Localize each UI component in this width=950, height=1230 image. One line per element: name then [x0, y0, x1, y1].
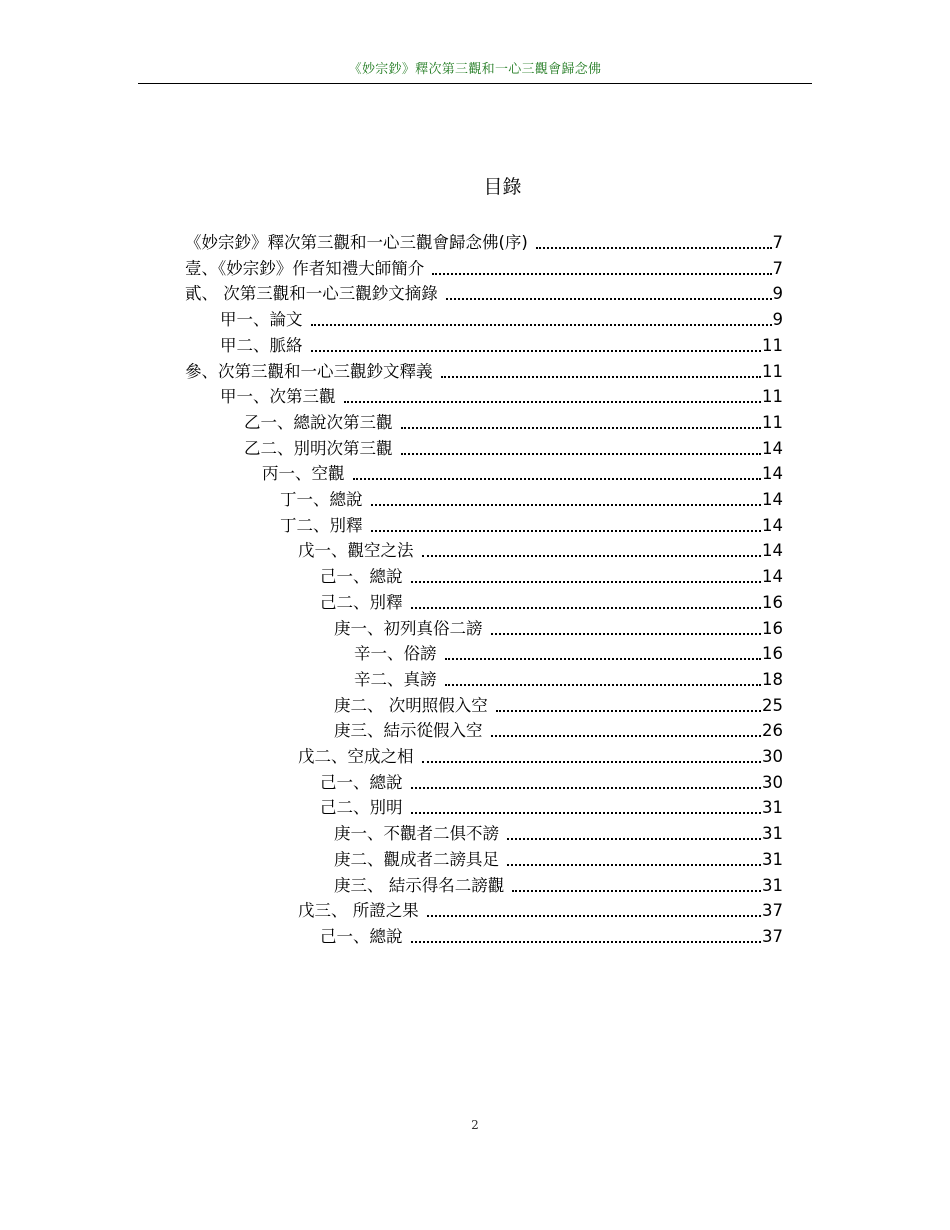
toc-entry-label: 丁一、總說 [280, 490, 363, 509]
toc-entry-label: 己一、總說 [320, 567, 403, 586]
toc-entry-label: 甲二、脈絡 [220, 336, 303, 355]
dot-leader [411, 607, 762, 609]
toc-entry-label: 參、次第三觀和一心三觀鈔文釋義 [185, 362, 433, 381]
page-number: 2 [471, 1118, 479, 1132]
toc-entry[interactable] [220, 331, 783, 357]
toc-entry-label: 貳、 次第三觀和一心三觀鈔文摘錄 [185, 284, 438, 303]
toc-entry[interactable] [334, 871, 783, 897]
toc-entry[interactable] [334, 716, 783, 742]
dot-leader [491, 735, 762, 737]
toc-entry-label: 庚二、觀成者二謗具足 [334, 850, 499, 869]
toc-entry-label: 《妙宗鈔》釋次第三觀和一心三觀會歸念佛(序) [185, 233, 528, 252]
dot-leader [422, 761, 762, 763]
toc-entry-label: 乙一、總說次第三觀 [244, 413, 393, 432]
dot-leader [445, 684, 762, 686]
toc-entry[interactable] [298, 536, 783, 562]
toc-entry[interactable] [244, 408, 783, 434]
toc-entry-page: 37 [762, 927, 783, 946]
dot-leader [507, 838, 761, 840]
dot-leader [371, 530, 762, 532]
toc-entry-label: 己一、總說 [320, 927, 403, 946]
toc-entry[interactable] [320, 793, 783, 819]
toc-entry-page: 14 [762, 464, 783, 483]
toc-entry-page: 18 [762, 670, 783, 689]
toc-entry-page: 14 [762, 567, 783, 586]
toc-entry-page: 31 [762, 850, 783, 869]
dot-leader [496, 710, 761, 712]
dot-leader [371, 504, 762, 506]
toc-entry-label: 戊一、觀空之法 [298, 541, 414, 560]
dot-leader [411, 581, 762, 583]
toc-entry[interactable] [320, 588, 783, 614]
toc-entry-page: 16 [762, 593, 783, 612]
toc-entry[interactable] [185, 254, 783, 280]
dot-leader [422, 555, 762, 557]
toc-entry[interactable] [185, 279, 783, 305]
toc-entry[interactable] [220, 382, 783, 408]
toc-entry[interactable] [334, 819, 783, 845]
toc-entry-label: 辛二、真謗 [354, 670, 437, 689]
toc-entry-page: 16 [762, 619, 783, 638]
toc-entry-label: 己二、別明 [320, 798, 403, 817]
dot-leader [311, 350, 762, 352]
toc-entry-page: 26 [762, 721, 783, 740]
toc-entry-label: 甲一、論文 [220, 310, 303, 329]
toc-entry-label: 庚一、初列真俗二謗 [334, 619, 483, 638]
toc-entry[interactable] [298, 742, 783, 768]
toc-entry-label: 庚一、不觀者二俱不謗 [334, 824, 499, 843]
header-rule [138, 83, 812, 84]
toc-entry-label: 辛一、俗謗 [354, 644, 437, 663]
toc-entry[interactable] [320, 922, 783, 948]
toc-entry-page: 31 [762, 876, 783, 895]
dot-leader [441, 376, 762, 378]
dot-leader [512, 890, 761, 892]
toc-entry-label: 乙二、別明次第三觀 [244, 439, 393, 458]
dot-leader [311, 324, 772, 326]
toc-entry-label: 丁二、別釋 [280, 516, 363, 535]
dot-leader [411, 812, 762, 814]
toc-entry[interactable] [262, 459, 783, 485]
toc-entry-label: 甲一、次第三觀 [220, 387, 336, 406]
toc-entry-label: 戊三、 所證之果 [298, 901, 419, 920]
toc-entry-page: 25 [762, 696, 783, 715]
toc-entry[interactable] [280, 511, 783, 537]
toc-entry-page: 14 [762, 541, 783, 560]
toc-entry-page: 37 [762, 901, 783, 920]
toc-entry[interactable] [280, 485, 783, 511]
dot-leader [411, 941, 762, 943]
toc-entry-page: 11 [762, 336, 783, 355]
dot-leader [445, 658, 762, 660]
toc-entry-page: 11 [762, 413, 783, 432]
toc-entry[interactable] [220, 305, 783, 331]
toc-entry-label: 庚二、 次明照假入空 [334, 696, 488, 715]
dot-leader [536, 247, 772, 249]
toc-entry-label: 戊二、空成之相 [298, 747, 414, 766]
toc-entry-label: 庚三、結示從假入空 [334, 721, 483, 740]
dot-leader [432, 273, 771, 275]
toc-entry-page: 31 [762, 798, 783, 817]
toc-entry-page: 30 [762, 747, 783, 766]
toc-entry[interactable] [334, 691, 783, 717]
toc-entry-label: 壹、《妙宗鈔》作者知禮大師簡介 [185, 259, 425, 278]
toc-entry-page: 16 [762, 644, 783, 663]
running-header: 《妙宗鈔》釋次第三觀和一心三觀會歸念佛 [348, 62, 602, 77]
dot-leader [344, 401, 762, 403]
toc-entry-page: 11 [762, 387, 783, 406]
toc-entry-page: 14 [762, 490, 783, 509]
toc-title: 目錄 [483, 176, 522, 198]
toc-entry[interactable] [320, 768, 783, 794]
toc-entry-page: 31 [762, 824, 783, 843]
toc-entry[interactable] [354, 639, 783, 665]
toc-entry[interactable] [298, 896, 783, 922]
toc-entry-page: 7 [772, 233, 783, 252]
toc-entry-page: 9 [772, 284, 783, 303]
toc-entry[interactable] [320, 562, 783, 588]
toc-entry[interactable] [354, 665, 783, 691]
dot-leader [491, 633, 762, 635]
dot-leader [507, 864, 761, 866]
toc-entry-page: 30 [762, 773, 783, 792]
toc-entry-page: 14 [762, 516, 783, 535]
toc-entry[interactable] [244, 434, 783, 460]
toc-entry-label: 丙一、空觀 [262, 464, 345, 483]
toc-entry-page: 11 [762, 362, 783, 381]
toc-entry-label: 庚三、 結示得名二謗觀 [334, 876, 505, 895]
dot-leader [427, 915, 761, 917]
toc-entry-label: 己一、總說 [320, 773, 403, 792]
toc-entry[interactable] [334, 614, 783, 640]
dot-leader [446, 298, 772, 300]
toc-entry-page: 7 [772, 259, 783, 278]
toc-entry[interactable] [185, 357, 783, 383]
dot-leader [353, 478, 762, 480]
dot-leader [401, 427, 762, 429]
toc-entry-page: 14 [762, 439, 783, 458]
toc-entry-label: 己二、別釋 [320, 593, 403, 612]
toc-entry-page: 9 [772, 310, 783, 329]
dot-leader [411, 787, 762, 789]
toc-entry[interactable] [185, 228, 783, 254]
toc-entry[interactable] [334, 845, 783, 871]
dot-leader [401, 453, 762, 455]
